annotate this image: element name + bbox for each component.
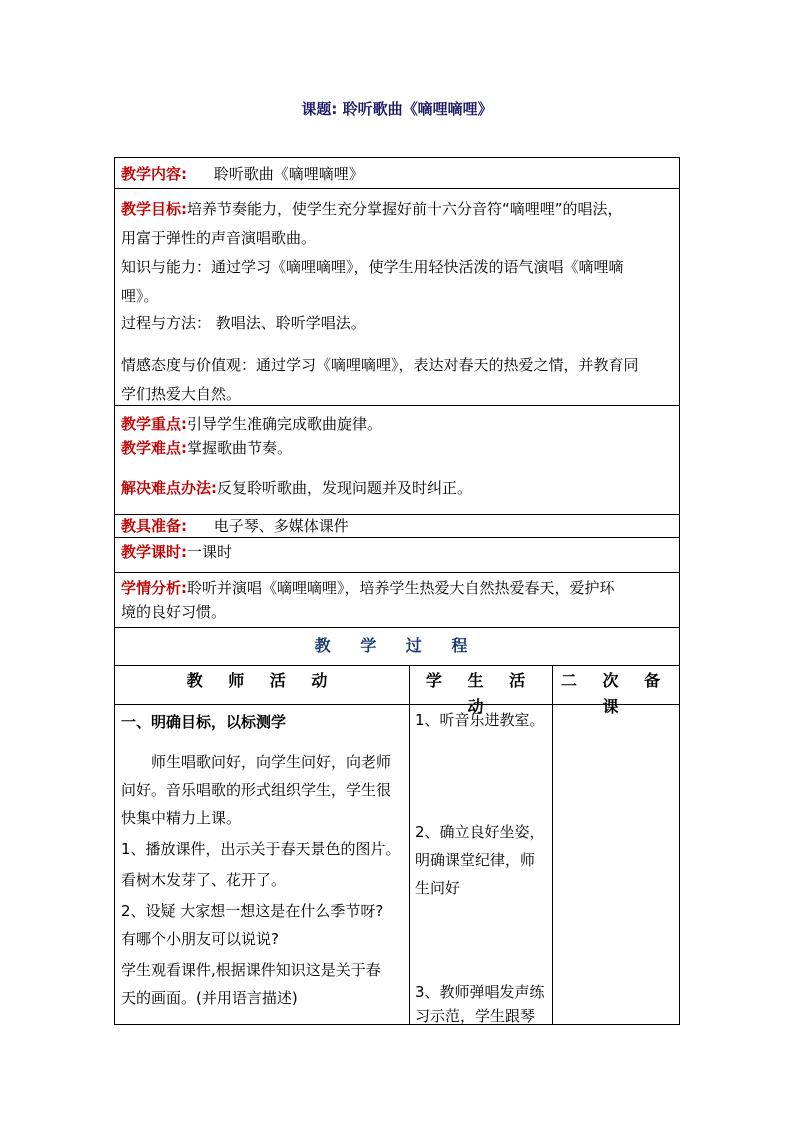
difficulty-label: 教学难点: — [121, 439, 187, 457]
lesson-info-table — [114, 157, 680, 666]
objectives-line1: 培养节奏能力，使学生充分掌握好前十六分音符“嘀哩哩”的唱法， — [187, 200, 623, 218]
student-line: 1、听音乐进教室。 — [415, 711, 545, 729]
analysis-line1: 聆听并演唱《嘀哩嘀哩》，培养学生热爱大自然热爱春天，爱护环 — [187, 579, 615, 597]
hours-label: 教学课时: — [121, 543, 187, 561]
emotion-line1: 情感态度与价值观：通过学习《嘀哩嘀哩》，表达对春天的热爱之情，并教育同 — [121, 356, 639, 374]
key-point-label: 教学重点: — [121, 415, 187, 433]
teacher-heading: 一、明确目标，以标测学 — [121, 713, 287, 731]
content-text: 聆听歌曲《嘀哩嘀哩》 — [213, 165, 364, 183]
page-title: 课题: 聆听歌曲《嘀哩嘀哩》 — [301, 100, 493, 118]
student-line: 2、确立良好坐姿， — [415, 823, 545, 841]
teacher-line: 问好。音乐唱歌的形式组织学生，学生很 — [121, 781, 392, 799]
solution-label: 解决难点办法: — [121, 479, 217, 497]
emotion-line2: 学们热爱大自然。 — [121, 385, 242, 403]
content-label: 教学内容: — [121, 165, 187, 183]
process-method: 过程与方法： 教唱法、聆听学唱法。 — [121, 314, 366, 332]
difficulty-text: 掌握歌曲节奏。 — [187, 439, 293, 457]
knowledge-line2: 哩》。 — [121, 287, 159, 305]
student-line: 3、教师弹唱发声练 — [415, 983, 545, 1001]
analysis-row — [115, 573, 679, 628]
key-point-text: 引导学生准确完成歌曲旋律。 — [187, 415, 383, 433]
tools-text: 电子琴、多媒体课件 — [213, 517, 349, 535]
second-prep-header: 二 次 备 课 — [560, 671, 671, 716]
tools-label: 教具准备: — [121, 517, 187, 535]
teaching-process-table — [114, 665, 680, 1025]
solution-text: 反复聆听歌曲，发现问题并及时纠正。 — [217, 479, 473, 497]
column-divider — [409, 666, 410, 1024]
student-line: 明确课堂纪律，师 — [415, 851, 536, 869]
teacher-line: 1、播放课件，出示关于春天景色的图片。 — [121, 840, 401, 858]
column-divider — [552, 666, 553, 1024]
analysis-label: 学情分析: — [121, 579, 187, 597]
hours-text: 一课时 — [187, 543, 233, 561]
teacher-line: 学生观看课件,根据课件知识这是关于春 — [121, 961, 381, 979]
content-row — [115, 158, 679, 189]
teacher-line: 2、设疑 大家想一想这是在什么季节呀? — [121, 902, 384, 920]
teacher-activity-header: 教 师 活 动 — [186, 671, 338, 690]
knowledge-line1: 知识与能力：通过学习《嘀哩嘀哩》，使学生用轻快活泼的语气演唱《嘀哩嘀 — [121, 258, 624, 276]
tools-row — [115, 515, 679, 538]
objectives-row — [115, 189, 679, 406]
process-title-row: 教 学 过 程 — [115, 628, 679, 666]
student-line: 生问好 — [415, 879, 461, 897]
teacher-line: 师生唱歌问好，向学生问好，向老师 — [151, 753, 392, 771]
analysis-line2: 境的良好习惯。 — [121, 603, 227, 621]
teacher-line: 看树木发芽了、花开了。 — [121, 871, 287, 889]
student-line: 习示范，学生跟琴 — [415, 1007, 536, 1025]
key-points-row — [115, 406, 679, 515]
teacher-line: 快集中精力上课。 — [121, 809, 242, 827]
student-activity-header: 学 生 活 动 — [425, 671, 536, 716]
teacher-line: 有哪个小朋友可以说说? — [121, 930, 279, 948]
objectives-line2: 用富于弹性的声音演唱歌曲。 — [121, 229, 317, 247]
hours-row — [115, 538, 679, 573]
teacher-activity-cell — [121, 708, 406, 1012]
teacher-line: 天的画面。(并用语言描述) — [121, 989, 298, 1007]
objectives-label: 教学目标: — [121, 200, 187, 218]
